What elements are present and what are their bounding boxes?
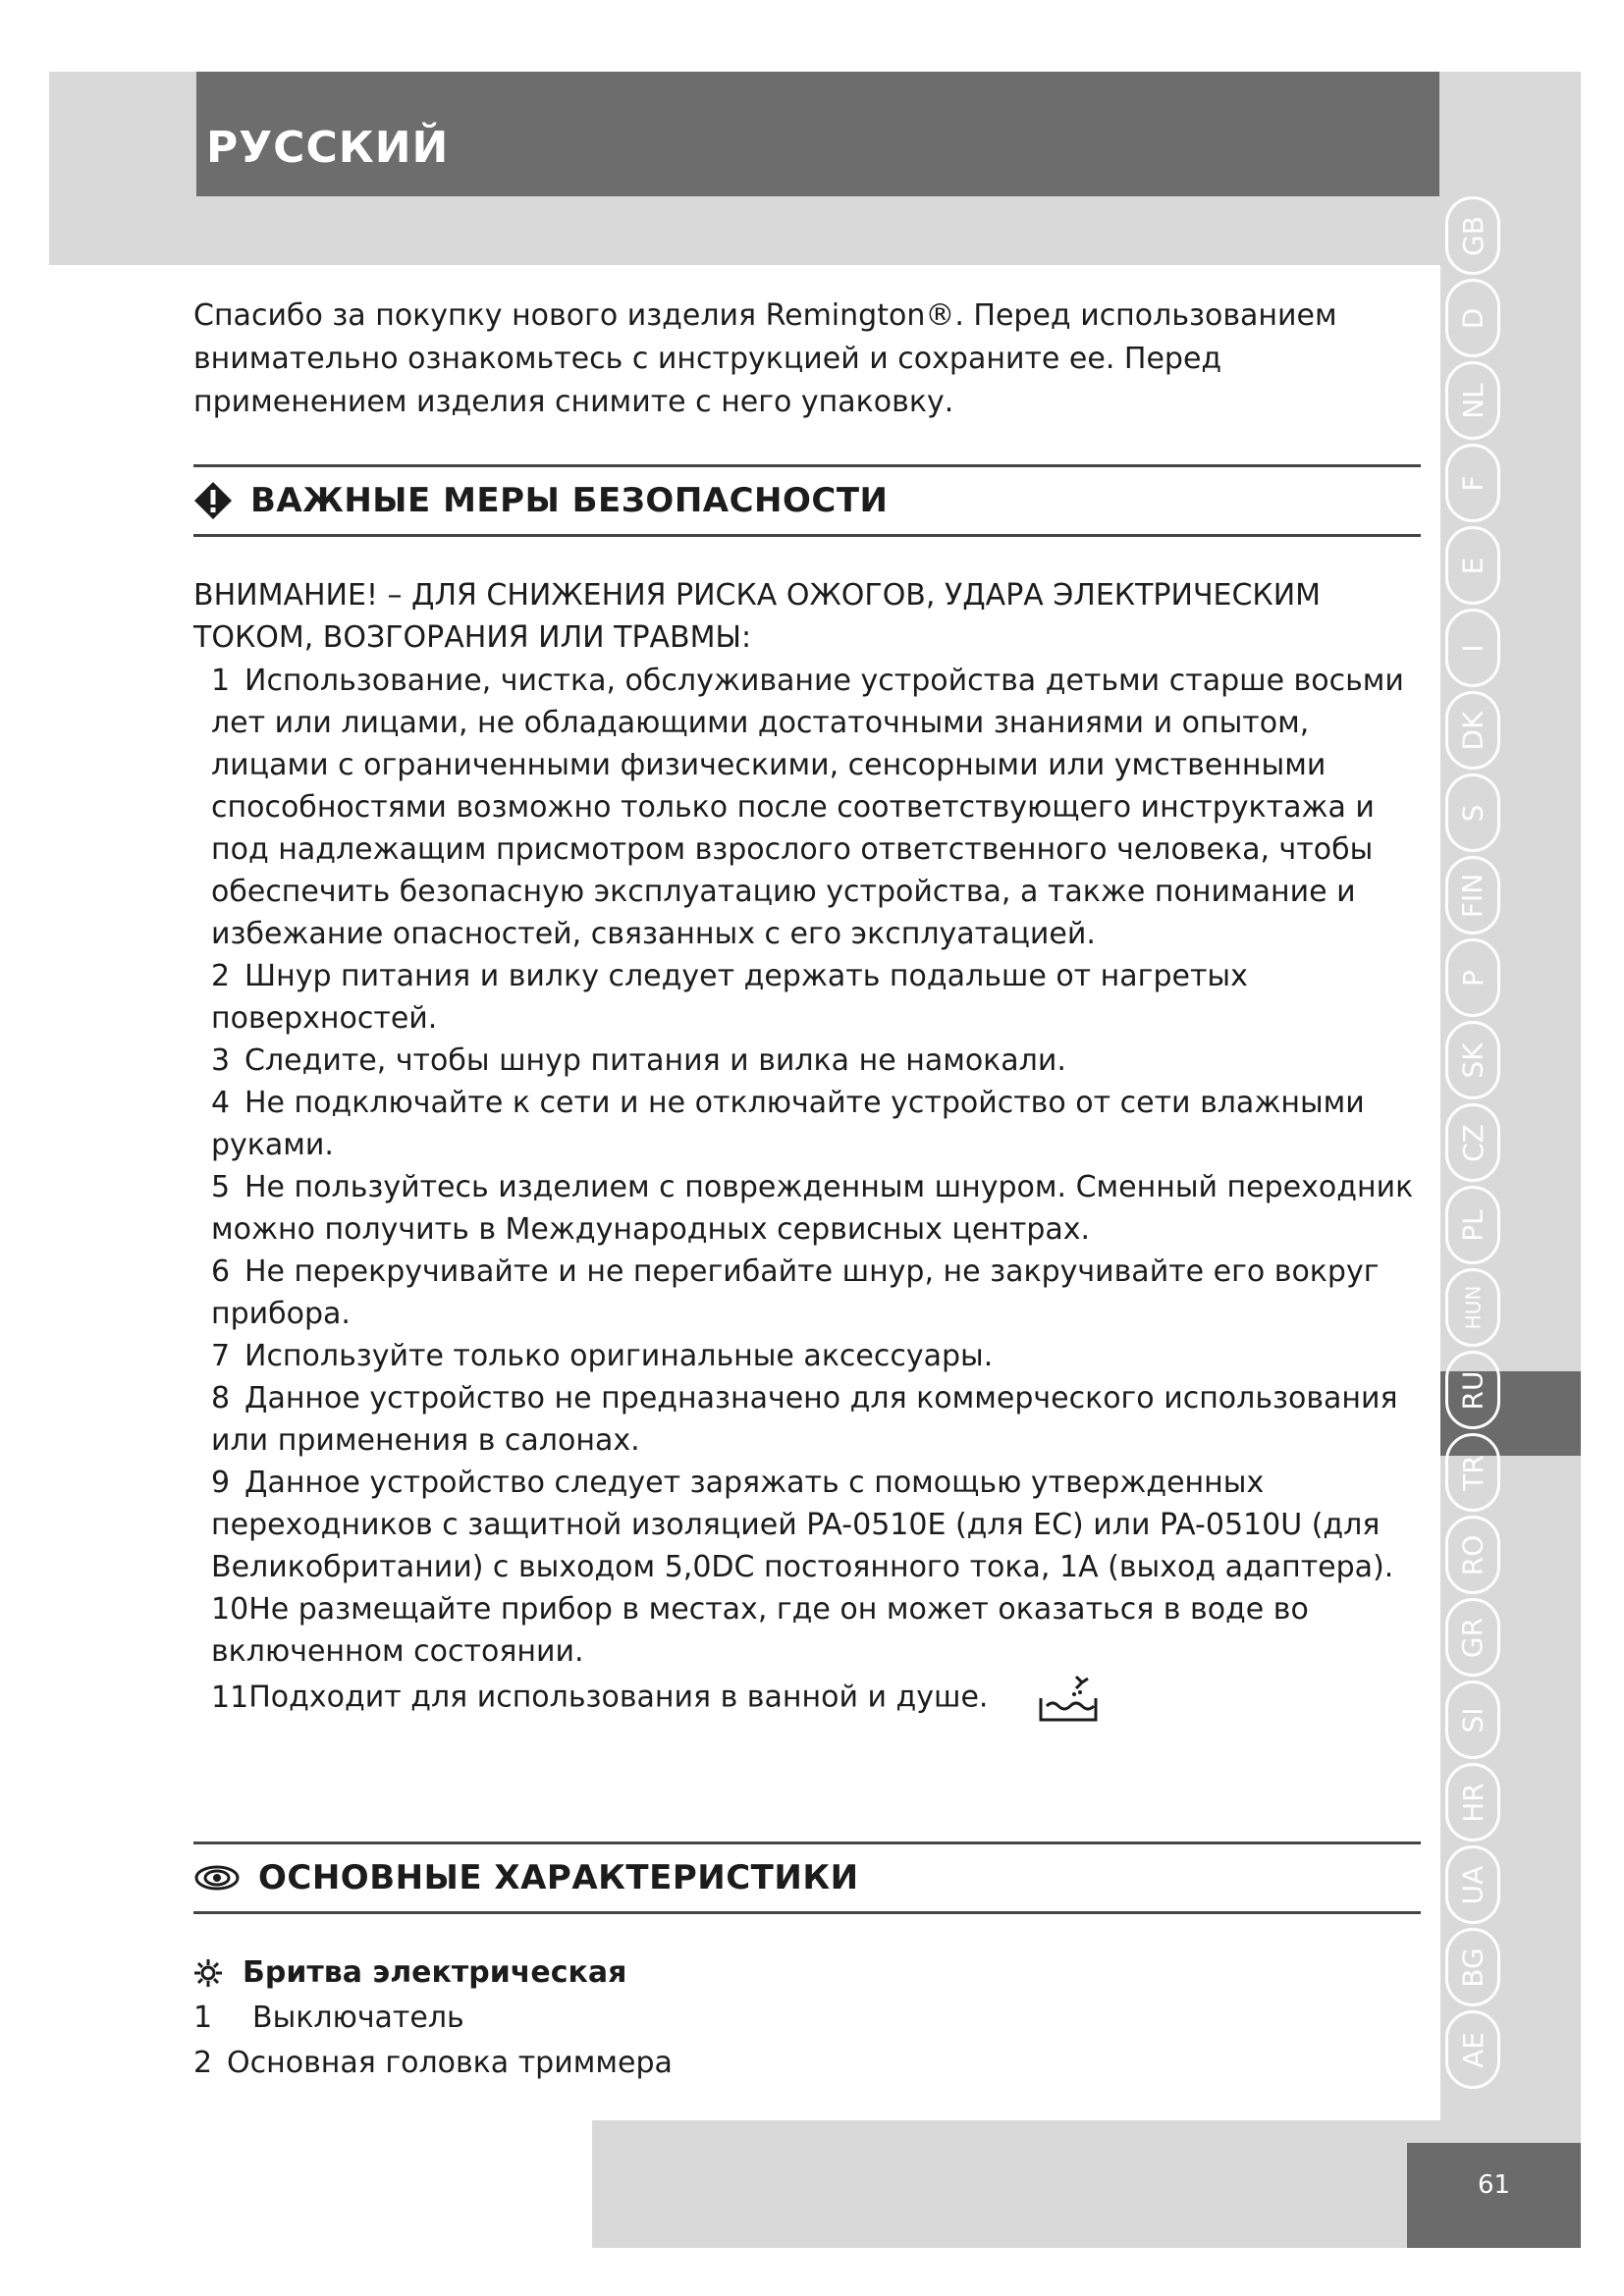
safety-title: ВАЖНЫЕ МЕРЫ БЕЗОПАСНОСТИ <box>250 481 889 520</box>
tab-lang-tr[interactable]: TR <box>1445 1433 1500 1512</box>
shaver-subtitle: Бритва электрическая <box>193 1955 626 1990</box>
tab-lang-bg[interactable]: BG <box>1445 1928 1500 2006</box>
list-item: 2 Шнур питания и вилку следует держать подальше от нагретых поверхностей. <box>211 959 1248 1036</box>
footer-band <box>592 2120 1440 2248</box>
list-item: 10Не размещайте прибор в местах, где он может оказаться в воде во включенном состоянии. <box>211 1592 1309 1669</box>
tab-lang-dk[interactable]: DK <box>1445 691 1500 770</box>
list-item: 1 Использование, чистка, обслуживание устройства детьми старше восьми лет или лицами, не обладающими достаточными знаниями и опытом, лицами с ограниченными физическими, сенсорными или умственными способностями возможно только после соответствующего инструктажа и под надлежащим присмотром взрослого ответственного человека, чтобы обеспечить безопасную эксплуатацию устройства, а также понимание и избежание опасностей, связанных с его эксплуатацией. <box>211 664 1404 951</box>
intro-block <box>193 294 1421 424</box>
tab-lang-fin[interactable]: FIN <box>1445 856 1500 934</box>
tab-lang-sk[interactable]: SK <box>1445 1021 1500 1099</box>
list-item: 4 Не подключайте к сети и не отключайте устройство от сети влажными руками. <box>211 1086 1365 1162</box>
safety-section-header <box>193 464 1421 537</box>
list-item: 2 Основная головка триммера <box>193 2046 673 2080</box>
page-title: РУССКИЙ <box>206 123 450 173</box>
tab-lang-hr[interactable]: HR <box>1445 1763 1500 1842</box>
list-item: 9 Данное устройство следует заряжать с помощью утвержденных переходников с защитной изоляцией PA-0510E (для ЕС) или PA-0510U (для Великобритании) с выходом 5,0DC постоянного тока, 1A (выход адаптера). <box>211 1466 1394 1584</box>
list-item: 3 Следите, чтобы шнур питания и вилка не намокали. <box>211 1043 1066 1078</box>
tab-lang-cz[interactable]: CZ <box>1445 1103 1500 1182</box>
title-bar <box>196 72 1439 196</box>
tab-lang-ua[interactable]: UA <box>1445 1845 1500 1924</box>
tab-lang-nl[interactable]: NL <box>1445 361 1500 440</box>
list-item: 11Подходит для использования в ванной и душе. <box>193 1673 1421 1724</box>
safety-list <box>193 660 1421 1724</box>
tab-lang-si[interactable]: SI <box>1445 1681 1500 1759</box>
list-item: 6 Не перекручивайте и не перегибайте шнур, не закручивайте его вокруг прибора. <box>211 1255 1380 1331</box>
tab-lang-p[interactable]: P <box>1445 938 1500 1017</box>
tab-lang-ae[interactable]: AE <box>1445 2010 1500 2089</box>
tab-lang-ro[interactable]: RO <box>1445 1516 1500 1594</box>
features-section-header <box>193 1842 1421 1914</box>
features-title: ОСНОВНЫЕ ХАРАКТЕРИСТИКИ <box>258 1858 859 1897</box>
tab-lang-ru[interactable]: RU <box>1445 1351 1500 1429</box>
language-tabs <box>1445 196 1504 2120</box>
warning-diamond-icon <box>193 481 233 520</box>
list-item: 8 Данное устройство не предназначено для коммерческого использования или применения в салонах. <box>211 1381 1398 1458</box>
list-item: 5 Не пользуйтесь изделием с поврежденным шнуром. Сменный переходник можно получить в Международных сервисных центрах. <box>211 1170 1414 1247</box>
tab-lang-hun[interactable]: HUN <box>1445 1268 1500 1347</box>
tab-lang-i[interactable]: I <box>1445 609 1500 687</box>
tab-lang-pl[interactable]: PL <box>1445 1186 1500 1264</box>
list-item: 1 Выключатель <box>193 2001 464 2035</box>
features-list <box>193 1996 673 2086</box>
intro-paragraph: Спасибо за покупку нового изделия Remington®. Перед использованием внимательно ознакомьтесь с инструкцией и сохраните ее. Перед применением изделия снимите с него упаковку. <box>193 298 1337 419</box>
page-number: 61 <box>1477 2170 1511 2200</box>
tab-lang-e[interactable]: E <box>1445 526 1500 605</box>
page-number-box <box>1407 2143 1581 2248</box>
tab-lang-gb[interactable]: GB <box>1445 196 1500 275</box>
tab-lang-d[interactable]: D <box>1445 279 1500 357</box>
tab-lang-gr[interactable]: GR <box>1445 1598 1500 1677</box>
safety-warning: ВНИМАНИЕ! – ДЛЯ СНИЖЕНИЯ РИСКА ОЖОГОВ, УДАРА ЭЛЕКТРИЧЕСКИМ ТОКОМ, ВОЗГОРАНИЯ ИЛИ ТРАВМЫ: <box>193 578 1322 655</box>
sun-icon <box>193 1958 223 1988</box>
tab-lang-f[interactable]: F <box>1445 444 1500 522</box>
tab-lang-s[interactable]: S <box>1445 774 1500 852</box>
bath-icon <box>1037 1673 1100 1724</box>
eye-icon <box>193 1863 241 1893</box>
list-item: 7 Используйте только оригинальные аксессуары. <box>211 1339 994 1373</box>
